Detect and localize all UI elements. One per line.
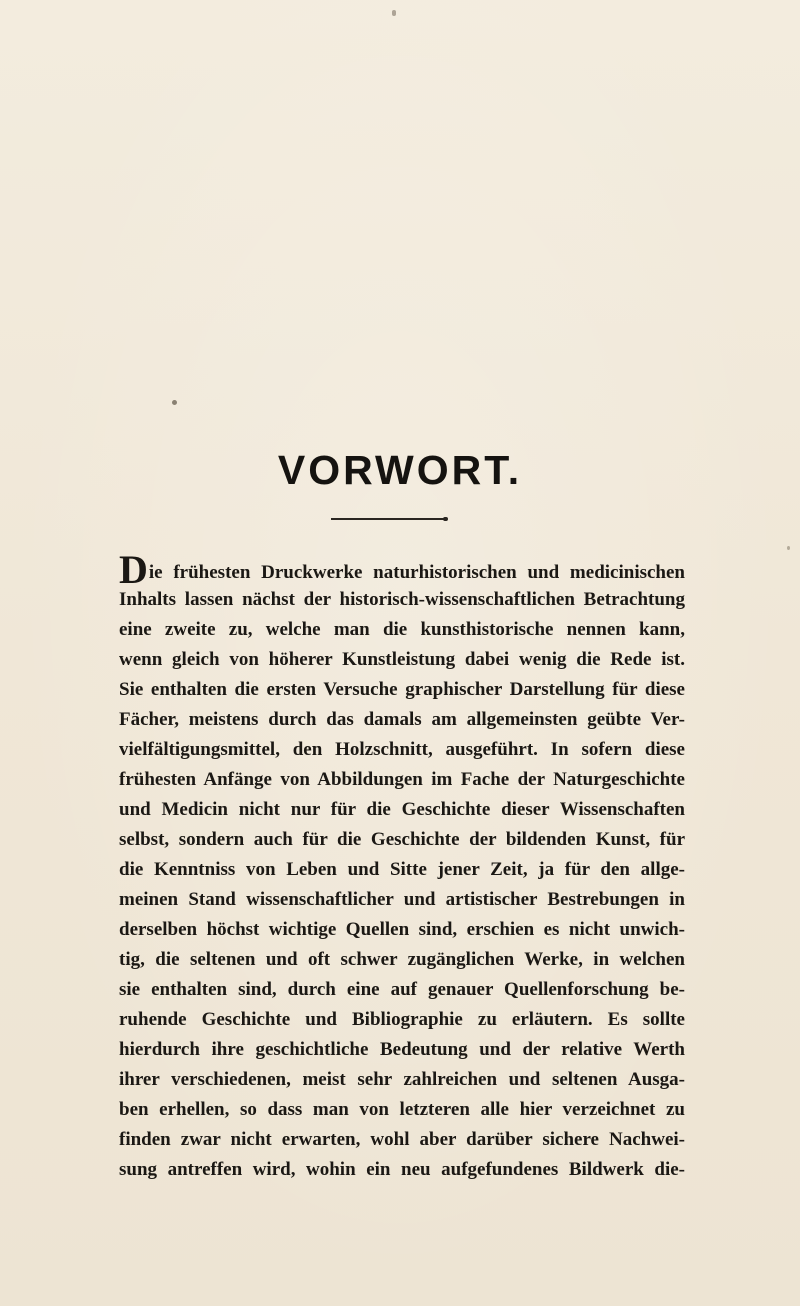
text-line-19: ben erhellen, so dass man von letzteren alle hier verzeichnet zu bbox=[119, 1099, 685, 1120]
text-line-5: Sie enthalten die ersten Versuche graphischer Darstellung für diese bbox=[119, 679, 685, 700]
text-line-16: ruhende Geschichte und Bibliographie zu erläutern. Es sollte bbox=[119, 1009, 685, 1030]
text-line-4: wenn gleich von höherer Kunstleistung dabei wenig die Rede ist. bbox=[119, 649, 685, 670]
text-line-2: Inhalts lassen nächst der historisch-wissenschaftlichen Betrachtung bbox=[119, 589, 685, 610]
page-title: VORWORT. bbox=[277, 447, 523, 493]
text-line-11: die Kenntniss von Leben und Sitte jener Zeit, ja für den allge- bbox=[119, 859, 685, 880]
text-line-18: ihrer verschiedenen, meist sehr zahlreichen und seltenen Ausga- bbox=[119, 1069, 685, 1090]
text-line-15: sie enthalten sind, durch eine auf genauer Quellenforschung be- bbox=[119, 979, 685, 1000]
text-line-9: und Medicin nicht nur für die Geschichte dieser Wissenschaften bbox=[119, 799, 685, 820]
paper-speck bbox=[787, 546, 790, 550]
paper-speck bbox=[172, 400, 177, 405]
text-line-14: tig, die seltenen und oft schwer zugänglichen Werke, in welchen bbox=[119, 949, 685, 970]
preface-paragraph bbox=[119, 547, 685, 1185]
text-line-21: sung antreffen wird, wohin ein neu aufgefundenes Bildwerk die- bbox=[119, 1159, 685, 1180]
text-line-20: finden zwar nicht erwarten, wohl aber darüber sichere Nachwei- bbox=[119, 1129, 685, 1150]
text-line-3: eine zweite zu, welche man die kunsthistorische nennen kann, bbox=[119, 619, 685, 640]
text-line-13: derselben höchst wichtige Quellen sind, erschien es nicht unwich- bbox=[119, 919, 685, 940]
paper-speck bbox=[392, 10, 396, 16]
text-line-10: selbst, sondern auch für die Geschichte der bildenden Kunst, für bbox=[119, 829, 685, 850]
text-line-17: hierdurch ihre geschichtliche Bedeutung und der relative Werth bbox=[119, 1039, 685, 1060]
text-line-1-rest: ie frühesten Druckwerke naturhistorischen und medicinischen bbox=[148, 562, 685, 583]
title-divider bbox=[331, 518, 445, 520]
text-line-12: meinen Stand wissenschaftlicher und artistischer Bestrebungen in bbox=[119, 889, 685, 910]
text-line-1 bbox=[119, 547, 685, 592]
text-line-6: Fächer, meistens durch das damals am allgemeinsten geübte Ver- bbox=[119, 709, 685, 730]
text-line-7: vielfältigungsmittel, den Holzschnitt, ausgeführt. In sofern diese bbox=[119, 739, 685, 760]
text-line-8: frühesten Anfänge von Abbildungen im Fache der Naturgeschichte bbox=[119, 769, 685, 790]
drop-cap: D bbox=[119, 547, 148, 592]
